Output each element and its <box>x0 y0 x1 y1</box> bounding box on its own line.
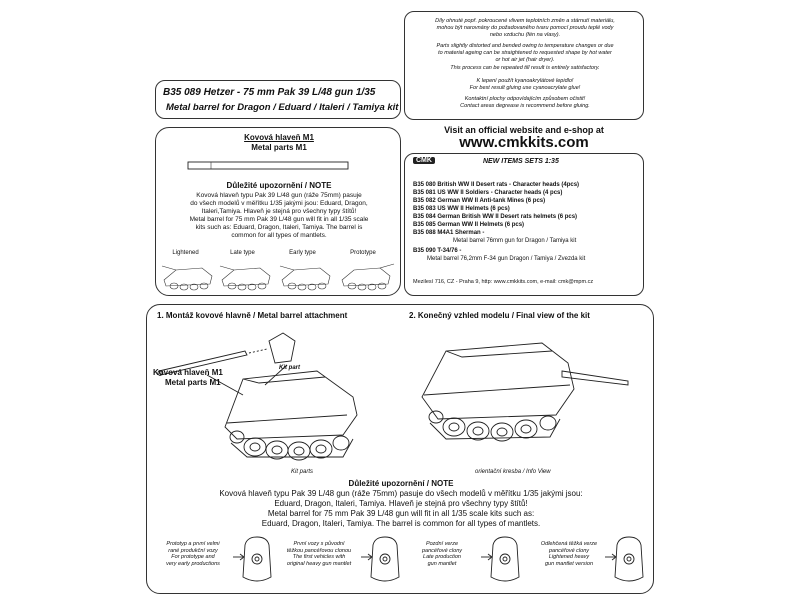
handling-note-line: K lepení použít kyanoakrylátové lepidlo! <box>476 78 574 84</box>
final-view-drawing <box>402 319 652 479</box>
handling-note-line: nebo vzduchu (fén na vlasy). <box>489 32 561 38</box>
mantlet-drawings <box>147 533 655 593</box>
type-label-early: Early type <box>289 250 316 256</box>
cmk-logo: CMK <box>413 157 435 164</box>
handling-note-line: mohou být narovnány do požadovaného tvaru pomocí proudu teplé vody <box>436 25 614 31</box>
handling-note-line: Díly ohnuté popř. pokroucené vlivem teplotních změn a stárnutí materiálu, <box>435 18 615 24</box>
parts-note-line: Metal barrel for 75 mm Pak 39 L/48 gun will fit in all 1/35 scale <box>189 216 369 223</box>
website-url[interactable]: www.cmkkits.com <box>459 134 589 151</box>
small-tank-drawings <box>156 258 402 298</box>
handling-note-line: to material ageing can be straightened to requested shape by hot water <box>438 50 612 56</box>
main-note-cz-2: Eduard, Dragon, Italeri, Tamiya. Hlaveň je stejná pro všechny typy štítů! <box>274 499 528 508</box>
parts-note-line: common for all types of mantlets. <box>231 232 327 239</box>
parts-note-line: Italeri,Tamiya. Hlaveň je stejná pro všechny typy štítů! <box>201 208 357 215</box>
caption-original-heavy: První vozy s původní těžkou pancéřovou clonou The first vehicles with original heavy gun mantlet <box>286 541 352 567</box>
caption-prototype: Prototyp a první velmi rané produkční vozy For prototype and very early productions <box>166 541 220 567</box>
parts-note-line: do všech modelů v měřítku 1/35 jakými jsou: Eduard, Dragon, <box>190 200 368 207</box>
step2-title: 2. Konečný vzhled modelu / Final view of the kit <box>409 311 590 320</box>
parts-note-line: kits such as: Eduard, Dragon, Italeri, Tamiya. The barrel is <box>195 224 363 231</box>
step1-title: 1. Montáž kovové hlavně / Metal barrel attachment <box>157 311 348 320</box>
main-note-title: Důležité upozornění / NOTE <box>348 479 454 488</box>
type-label-late: Late type <box>230 250 255 256</box>
item-b35-080: B35 080 British WW II Desert rats - Character heads (4pcs) <box>413 182 580 188</box>
parts-title-en: Metal parts M1 <box>251 143 307 152</box>
caption-late: Pozdní verze pancéřové clony Late production gun mantlet <box>421 541 463 567</box>
item-b35-090-desc: Metal barrel 76,2mm F-34 gun Dragon / Tamiya / Zvezda kit <box>427 256 586 262</box>
item-b35-082: B35 082 German WW II Anti-tank Mines (6 pcs) <box>413 198 546 204</box>
main-note-cz-1: Kovová hlaveň typu Pak 39 L/48 gun (ráže 75mm) pasuje do všech modelů v měřítku 1/35 jakými jsou: <box>219 489 583 498</box>
handling-note-line: For best result gluing use cyanoacrylate glue! <box>469 85 581 91</box>
barrel-drawing <box>156 156 402 176</box>
new-items-heading: NEW ITEMS SETS 1:35 <box>483 158 559 165</box>
item-b35-088: B35 088 M4A1 Sherman - <box>413 230 485 236</box>
website-invite: Visit an official website and e-shop at <box>444 125 604 135</box>
main-note-en-2: Eduard, Dragon, Italeri, Tamiya. The barrel is common for all types of mantlets. <box>261 519 541 528</box>
parts-note-title: Důležité upozornění / NOTE <box>226 181 332 190</box>
item-b35-090: B35 090 T-34/76 - <box>413 248 462 254</box>
parts-title-cz: Kovová hlaveň M1 <box>244 133 314 142</box>
new-items-box <box>404 153 644 296</box>
product-title: B35 089 Hetzer - 75 mm Pak 39 L/48 gun 1/35 <box>163 87 376 98</box>
parts-note-line: Kovová hlaveň typu Pak 39 L/48 gun (ráže 75mm) pasuje <box>196 192 362 199</box>
handling-note-line: This process can be repeated till result is entirely satisfactory. <box>450 65 600 71</box>
handling-note-line: Parts slightly distorted and bended owing to temperature changes or due <box>436 43 614 49</box>
items-footer-address: Mezilesí 716, CZ - Praha 9, http: www.cmkkits.com, e-mail: cmk@mpm.cz <box>413 279 594 285</box>
item-b35-084: B35 084 German British WW II Desert rats helmets (6 pcs) <box>413 214 578 220</box>
product-subtitle: Metal barrel for Dragon / Eduard / Italeri / Tamiya kit <box>166 102 399 113</box>
kit-part-label: Kit part <box>279 365 300 371</box>
metal-parts-box <box>155 127 401 296</box>
info-view-label: orientační kresba / Info View <box>475 469 551 475</box>
item-b35-088-desc: Metal barrel 76mm gun for Dragon / Tamiya kit <box>453 238 577 244</box>
item-b35-085: B35 085 German WW II Helmets (6 pcs) <box>413 222 525 228</box>
caption-lightened: Odlehčená těžká verze pancéřové clony Lightened heavy gun mantlet version <box>540 541 598 567</box>
type-label-lightened: Lightened <box>172 250 199 256</box>
item-b35-081: B35 081 US WW II Soldiers - Character heads (4 pcs) <box>413 190 563 196</box>
handling-note-box <box>404 11 644 120</box>
assembly-box <box>146 304 654 594</box>
main-note-en-1: Metal barrel for 75 mm Pak 39 L/48 gun will fit in all 1/35 scale kits such as: <box>267 509 535 518</box>
title-box <box>155 80 401 119</box>
assembly-drawing <box>147 319 397 479</box>
kit-parts-label: Kit parts <box>291 469 314 475</box>
metal-barrel-label-cz: Kovová hlaveň M1 <box>153 368 223 377</box>
handling-note-line: or hot air jet (hair dryer). <box>495 57 555 63</box>
metal-barrel-label-en: Metal parts M1 <box>165 378 221 387</box>
type-label-prototype: Prototype <box>350 250 376 256</box>
handling-note-line: Contact areas degrease is recommend before gluing. <box>460 103 590 109</box>
handling-note-line: Kontaktní plochy odpovídajícím způsobem očistit! <box>464 96 586 102</box>
item-b35-083: B35 083 US WW II Helmets (6 pcs) <box>413 206 510 212</box>
